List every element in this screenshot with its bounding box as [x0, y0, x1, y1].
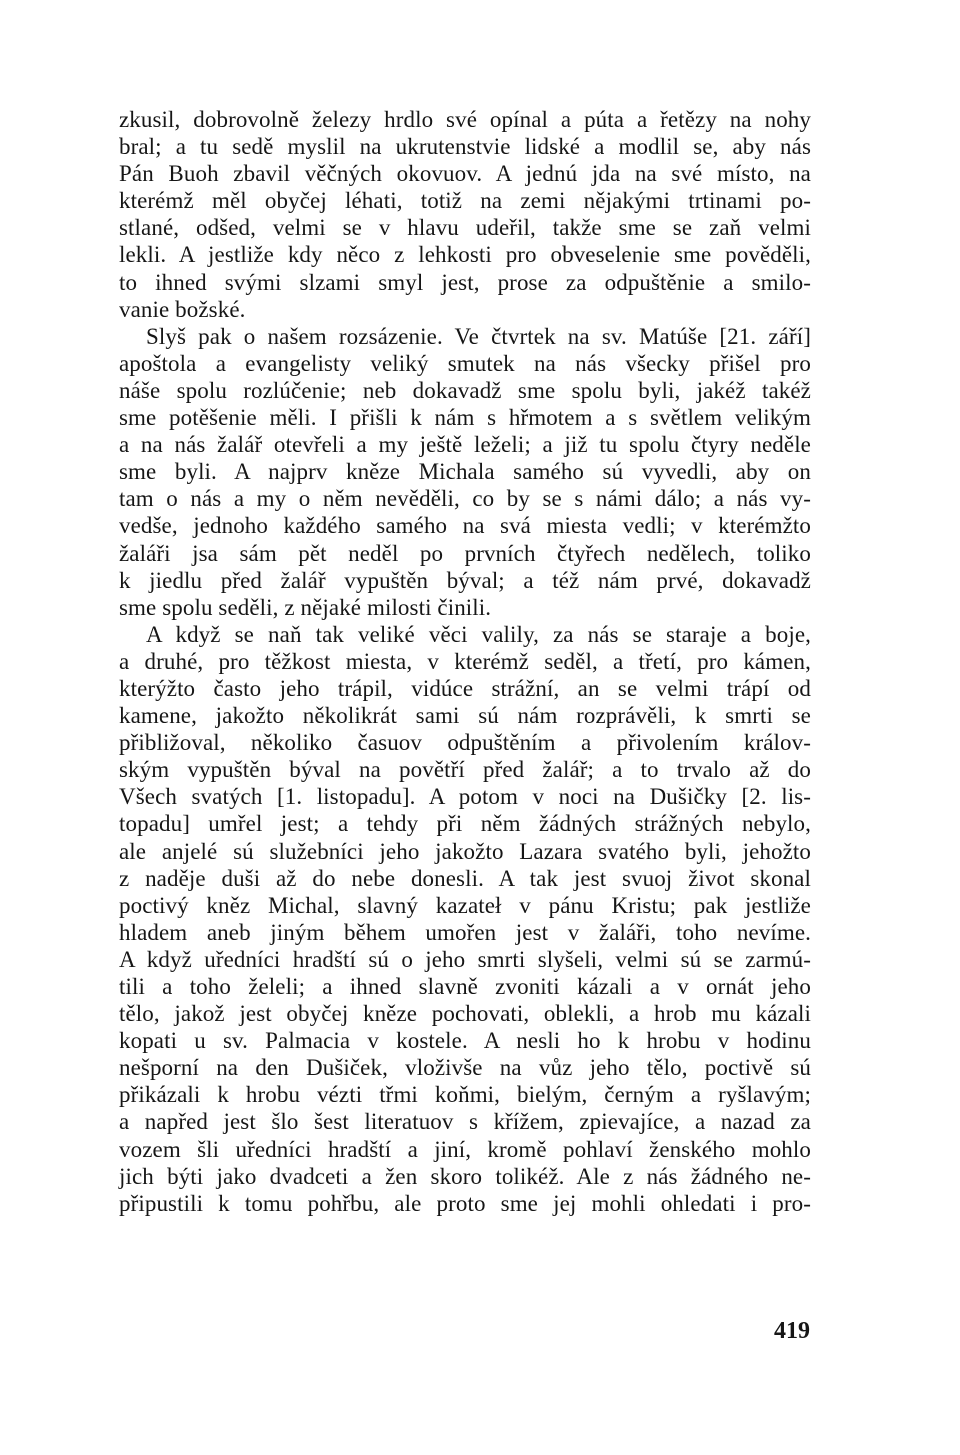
body-text	[119, 106, 811, 1217]
text-line: připustili k tomu pohřbu, ale proto sme jej mohli ohledati i pro-	[119, 1190, 811, 1216]
text-line: k jiedlu před žalář vypuštěn býval; a též nám prvé, dokavadž	[119, 567, 811, 593]
text-line: žaláři jsa sám pět neděl po prvních čtyřech nedělech, toliko	[119, 540, 811, 566]
text-line: přikázali k hrobu vézti třmi koňmi, bielým, černým a ryšlavým;	[119, 1082, 811, 1108]
text-line: poctivý kněz Michal, slavný kazateł v pánu Kristu; pak jestliže	[119, 892, 811, 918]
page-number: 419	[774, 1318, 810, 1344]
text-line: stlané, odšed, velmi se v hlavu udeřil, takže sme se zaň velmi	[119, 215, 811, 241]
text-line: vedše, jednoho každého samého na svá miesta vedli; v kterémžto	[119, 513, 811, 539]
text-line: kterýžto často jeho trápil, vidúce strážní, an se velmi trápí od	[119, 675, 811, 701]
text-line: náše spolu rozlúčenie; neb dokavadž sme spolu byli, jakéž takéž	[119, 377, 811, 403]
text-line: Slyš pak o našem rozsázenie. Ve čtvrtek na sv. Matúše [21. září]	[146, 323, 811, 349]
text-line: tělo, jakož jest obyčej kněze pochovati, oblekli, a hrob mu kázali	[119, 1001, 811, 1027]
text-line: tam o nás a my o něm nevěděli, co by se s námi dálo; a nás vy-	[119, 486, 811, 512]
text-line: A když se naň tak veliké věci valily, za nás se staraje a boje,	[146, 621, 811, 647]
text-line: sme potěšenie měli. I přišli k nám s hřmotem a s světlem velikým	[119, 405, 811, 431]
text-line: A když uředníci hradští sú o jeho smrti slyšeli, velmi sú se zarmú-	[119, 946, 811, 972]
text-line: kamene, jakožto několikrát sami sú nám rozprávěli, k smrti se	[119, 703, 811, 729]
text-line: vanie božské.	[119, 296, 246, 322]
text-line: to ihned svými slzami smyl jest, prose za odpuštěnie a smilo-	[119, 269, 811, 295]
text-line: přibližoval, několiko časuov odpuštěním a přivolením králov-	[119, 730, 811, 756]
text-line: kopati u sv. Palmacia v kostele. A nesli ho k hrobu v hodinu	[119, 1028, 811, 1054]
text-line: tili a toho želeli; a ihned slavně zvoniti kázali a v ornát jeho	[119, 974, 811, 999]
text-line: Pán Buoh zbavil věčných okovuov. A jednú jda na své místo, na	[119, 161, 811, 187]
text-line: a druhé, pro těžkost miesta, v kterémž seděl, a třetí, pro kámen,	[119, 648, 811, 674]
text-line: Všech svatých [1. listopadu]. A potom v noci na Dušičky [2. lis-	[119, 784, 811, 810]
text-line: zkusil, dobrovolně železy hrdlo své opínal a púta a řetězy na nohy	[119, 107, 811, 132]
text-line: a na nás žalář otevřeli a my ještě leželi; a již tu spolu čtyry neděle	[119, 432, 811, 458]
text-line: topadu] umřel jest; a tehdy při něm žádných strážných nebylo,	[119, 811, 811, 837]
text-line: kterémž měl obyčej léhati, totiž na zemi nějakými trtinami po-	[119, 188, 811, 214]
text-line: a napřed jest šlo šest literatuov s křížem, zpievajíce, a nazad za	[119, 1109, 811, 1135]
text-line: ale anjelé sú služebníci jeho jakožto Lazara svatého byli, jehožto	[119, 838, 811, 864]
text-line: jich býti jako dvadceti a žen skoro tolikéž. Ale z nás žádného ne-	[119, 1163, 811, 1189]
text-line: sme spolu seděli, z nějaké milosti činili.	[119, 594, 492, 620]
text-line: hladem aneb jiným během umořen jest v žaláři, toho nevíme.	[119, 919, 811, 945]
text-line: vozem šli uředníci hradští a jiní, kromě pohlaví ženského mohlo	[119, 1136, 811, 1162]
text-line: z naděje duši až do nebe donesli. A tak jest svuoj život skonal	[119, 865, 811, 891]
text-line: nešporní na den Dušiček, vloživše na vůz jeho tělo, poctivě sú	[119, 1055, 811, 1081]
text-line: ským vypuštěn býval na povětří před žalář; a to trvalo až do	[119, 757, 811, 783]
text-line: bral; a tu sedě myslil na ukrutenstvie lidské a modlil se, aby nás	[119, 134, 811, 160]
text-line: lekli. A jestliže kdy něco z lehkosti pro obveselenie sme pověděli,	[119, 242, 811, 268]
text-line: sme byli. A najprv kněze Michala samého sú vyvedli, aby on	[119, 459, 811, 485]
text-line: apoštola a evangelisty veliký smutek na nás všecky přišel pro	[119, 350, 811, 376]
